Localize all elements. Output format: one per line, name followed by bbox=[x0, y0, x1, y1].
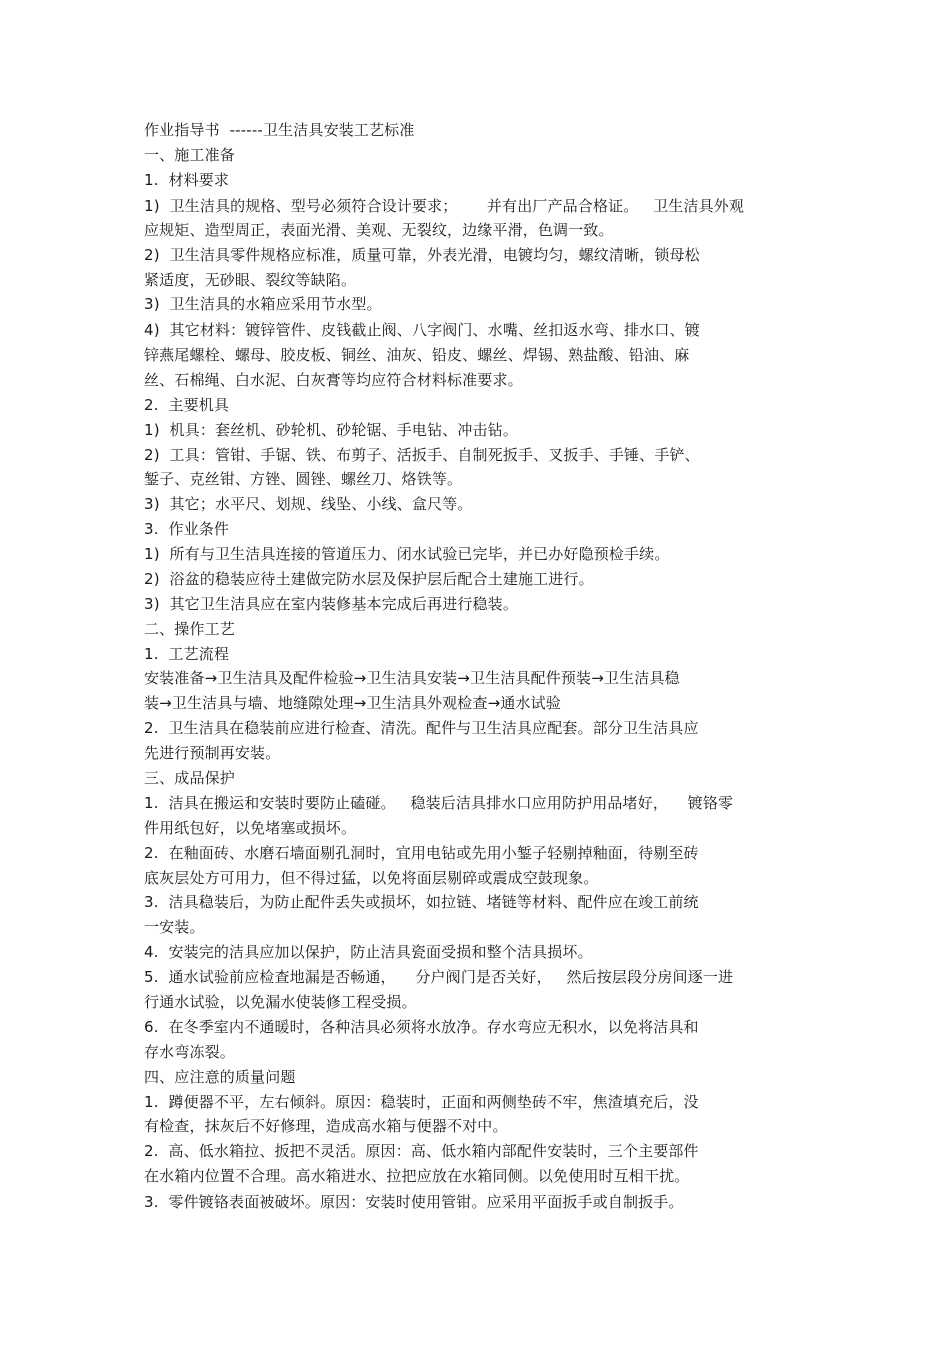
section-heading-1: 一、施工准备 bbox=[144, 146, 235, 164]
text-line: 1. 蹲便器不平，左右倾斜。原因：稳装时，正面和两侧垫砖不牢，焦渣填充后，没 bbox=[144, 1093, 699, 1111]
section-heading-2: 二、操作工艺 bbox=[144, 620, 235, 638]
text-line: 2) 浴盆的稳装应待土建做完防水层及保护层后配合土建施工进行。 bbox=[144, 570, 594, 588]
subsection-heading: 1. 工艺流程 bbox=[144, 645, 230, 663]
text-line: 4. 安装完的洁具应加以保护，防止洁具瓷面受损和整个洁具损坏。 bbox=[144, 943, 593, 961]
text-line: 应规矩、造型周正，表面光滑、美观、无裂纹，边缘平滑，色调一致。 bbox=[144, 221, 614, 239]
text-line: 1) 所有与卫生洁具连接的管道压力、闭水试验已完毕，并已办好隐预检手续。 bbox=[144, 545, 670, 563]
text-line: 3. 洁具稳装后，为防止配件丢失或损坏，如拉链、堵链等材料、配件应在竣工前统 bbox=[144, 893, 699, 911]
text-line: 5. 通水试验前应检查地漏是否畅通， 分户阀门是否关好， 然后按层段分房间逐一进 bbox=[144, 968, 734, 986]
text-line: 紧适度，无砂眼、裂纹等缺陷。 bbox=[144, 271, 357, 289]
subsection-heading: 2. 主要机具 bbox=[144, 396, 230, 414]
text-line: 装→卫生洁具与墙、地缝隙处理→卫生洁具外观检查→通水试验 bbox=[144, 694, 561, 712]
text-line: 存水弯冻裂。 bbox=[144, 1043, 235, 1061]
text-line: 件用纸包好，以免堵塞或损坏。 bbox=[144, 819, 357, 837]
text-line: 1. 洁具在搬运和安装时要防止磕碰。 稳装后洁具排水口应用防护用品堵好， 镀铬零 bbox=[144, 794, 734, 812]
text-line: 3) 其它；水平尺、划规、线坠、小线、盒尺等。 bbox=[144, 495, 473, 513]
text-line: 2. 卫生洁具在稳装前应进行检查、清洗。配件与卫生洁具应配套。部分卫生洁具应 bbox=[144, 719, 699, 737]
text-line: 3) 其它卫生洁具应在室内装修基本完成后再进行稳装。 bbox=[144, 595, 518, 613]
text-line: 錾子、克丝钳、方锉、圆锉、螺丝刀、烙铁等。 bbox=[144, 470, 463, 488]
subsection-heading: 3. 作业条件 bbox=[144, 520, 230, 538]
text-line: 有检查，抹灰后不好修理，造成高水箱与便器不对中。 bbox=[144, 1117, 508, 1135]
text-line: 先进行预制再安装。 bbox=[144, 744, 281, 762]
text-line: 3. 零件镀铬表面被破坏。原因：安装时使用管钳。应采用平面扳手或自制扳手。 bbox=[144, 1193, 684, 1211]
text-line: 丝、石棉绳、白水泥、白灰膏等均应符合材料标准要求。 bbox=[144, 371, 523, 389]
text-line: 安装准备→卫生洁具及配件检验→卫生洁具安装→卫生洁具配件预装→卫生洁具稳 bbox=[144, 669, 680, 687]
text-line: 1) 机具：套丝机、砂轮机、砂轮锯、手电钻、冲击钻。 bbox=[144, 421, 518, 439]
section-heading-4: 四、应注意的质量问题 bbox=[144, 1068, 296, 1086]
text-line: 锌燕尾螺栓、螺母、胶皮板、铜丝、油灰、铅皮、螺丝、焊锡、熟盐酸、铅油、麻 bbox=[144, 346, 690, 364]
text-line: 在水箱内位置不合理。高水箱进水、拉把应放在水箱同侧。以免使用时互相干扰。 bbox=[144, 1167, 690, 1185]
text-line: 一安装。 bbox=[144, 918, 205, 936]
doc-title: 作业指导书 ------卫生洁具安装工艺标准 bbox=[144, 121, 415, 139]
text-line: 行通水试验，以免漏水使装修工程受损。 bbox=[144, 993, 417, 1011]
text-line: 6. 在冬季室内不通暖时，各种洁具必须将水放净。存水弯应无积水，以免将洁具和 bbox=[144, 1018, 699, 1036]
section-heading-3: 三、成品保护 bbox=[144, 769, 235, 787]
text-line: 2) 卫生洁具零件规格应标准，质量可靠，外表光滑，电镀均匀，螺纹清晰，锁母松 bbox=[144, 246, 700, 264]
text-line: 2. 在釉面砖、水磨石墙面剔孔洞时，宜用电钻或先用小錾子轻剔掉釉面，待剔至砖 bbox=[144, 844, 699, 862]
text-line: 2. 高、低水箱拉、扳把不灵活。原因：高、低水箱内部配件安装时，三个主要部件 bbox=[144, 1142, 699, 1160]
text-line: 3) 卫生洁具的水箱应采用节水型。 bbox=[144, 295, 382, 313]
text-line: 底灰层处方可用力，但不得过猛，以免将面层剔碎或震成空鼓现象。 bbox=[144, 869, 599, 887]
text-line: 2) 工具：管钳、手锯、铁、布剪子、活扳手、自制死扳手、叉扳手、手锤、手铲、 bbox=[144, 446, 700, 464]
subsection-heading: 1. 材料要求 bbox=[144, 171, 230, 189]
text-line: 1) 卫生洁具的规格、型号必须符合设计要求； 并有出厂产品合格证。 卫生洁具外观 bbox=[144, 197, 745, 215]
text-line: 4) 其它材料：镀锌管件、皮钱截止阀、八字阀门、水嘴、丝扣返水弯、排水口、镀 bbox=[144, 321, 700, 339]
